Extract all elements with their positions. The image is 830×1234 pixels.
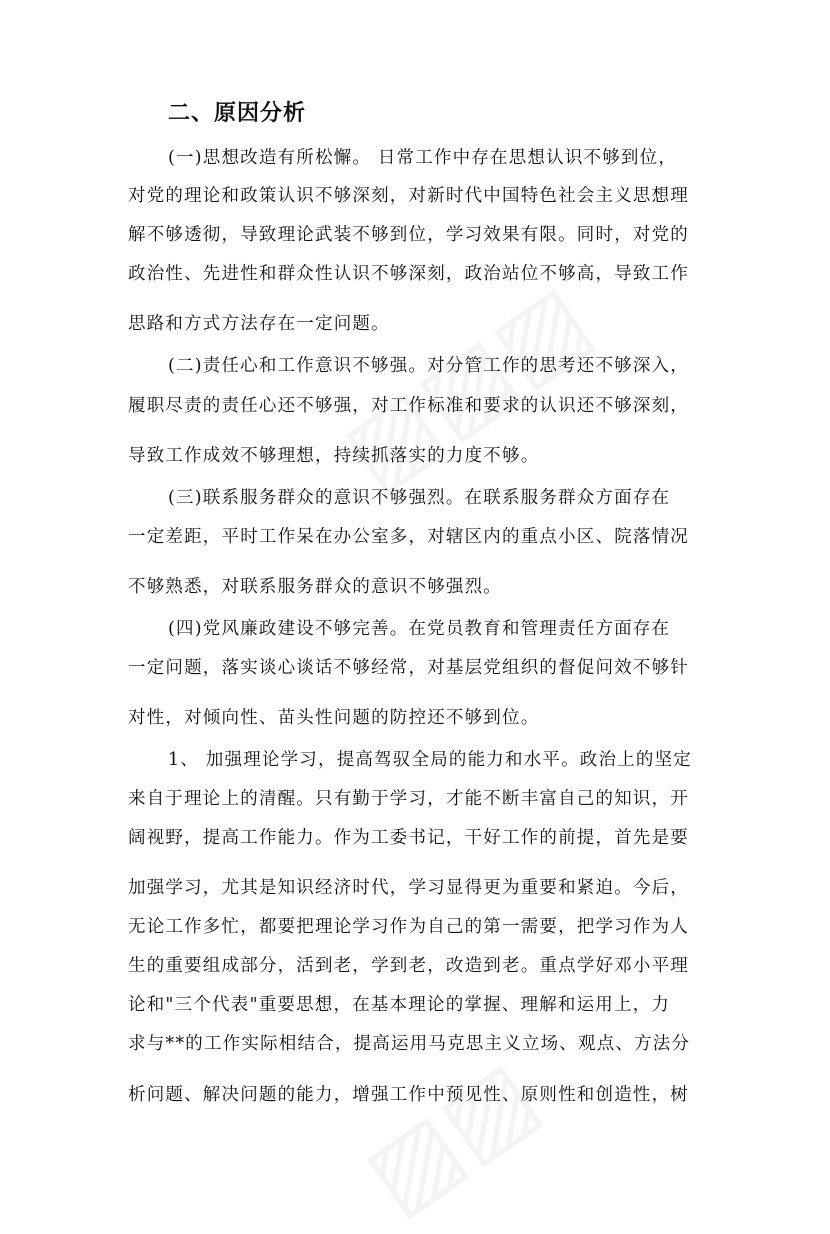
- paragraph-line: 解不够透彻，导致理论武装不够到位，学习效果有限。同时，对党的: [128, 225, 689, 245]
- paragraph-line: 1、 加强理论学习，提高驾驭全局的能力和水平。政治上的坚定: [168, 750, 692, 770]
- paragraph-line: 求与**的工作实际相结合，提高运用马克思主义立场、观点、方法分: [128, 1034, 691, 1054]
- paragraph-line: 不够熟悉，对联系服务群众的意识不够强烈。: [128, 577, 502, 597]
- paragraph-line: 来自于理论上的清醒。只有勤于学习，才能不断丰富自己的知识，开: [128, 789, 689, 809]
- paragraph-line: 无论工作多忙，都要把理论学习作为自己的第一需要，把学习作为人: [128, 917, 689, 937]
- paragraph-line: (二)责任心和工作意识不够强。对分管工作的思考还不够深入，: [168, 356, 689, 376]
- watermark: [344, 1038, 557, 1234]
- paragraph-line: (四)党风廉政建设不够完善。在党员教育和管理责任方面存在: [168, 619, 671, 639]
- paragraph-line: 导致工作成效不够理想，持续抓落实的力度不够。: [128, 446, 540, 466]
- paragraph-line: 论和"三个代表"重要思想，在基本理论的掌握、理解和运用上，力: [128, 995, 671, 1015]
- section-heading: 二、原因分析: [168, 101, 307, 126]
- paragraph-line: 阔视野，提高工作能力。作为工委书记，干好工作的前提，首先是要: [128, 828, 689, 848]
- paragraph-line: 思路和方式方法存在一定问题。: [128, 314, 390, 334]
- paragraph-line: 一定差距，平时工作呆在办公室多，对辖区内的重点小区、院落情况: [128, 527, 689, 547]
- paragraph-line: 对党的理论和政策认识不够深刻，对新时代中国特色社会主义思想理: [128, 186, 689, 206]
- paragraph-line: 政治性、先进性和群众性认识不够深刻，政治站位不够高，导致工作: [128, 264, 689, 284]
- paragraph-line: (三)联系服务群众的意识不够强烈。在联系服务群众方面存在: [168, 488, 671, 508]
- paragraph-line: (一)思想改造有所松懈。 日常工作中存在思想认识不够到位，: [168, 148, 678, 168]
- watermark: [322, 262, 609, 510]
- paragraph-line: 履职尽责的责任心还不够强，对工作标准和要求的认识还不够深刻，: [128, 396, 689, 416]
- paragraph-line: 生的重要组成部分，活到老，学到老，改造到老。重点学好邓小平理: [128, 956, 689, 976]
- paragraph-line: 对性，对倾向性、苗头性问题的防控还不够到位。: [128, 708, 540, 728]
- paragraph-line: 析问题、解决问题的能力，增强工作中预见性、原则性和创造性，树: [128, 1085, 689, 1105]
- paragraph-line: 加强学习，尤其是知识经济时代，学习显得更为重要和紧迫。今后，: [128, 878, 689, 898]
- paragraph-line: 一定问题，落实谈心谈话不够经常，对基层党组织的督促问效不够针: [128, 658, 689, 678]
